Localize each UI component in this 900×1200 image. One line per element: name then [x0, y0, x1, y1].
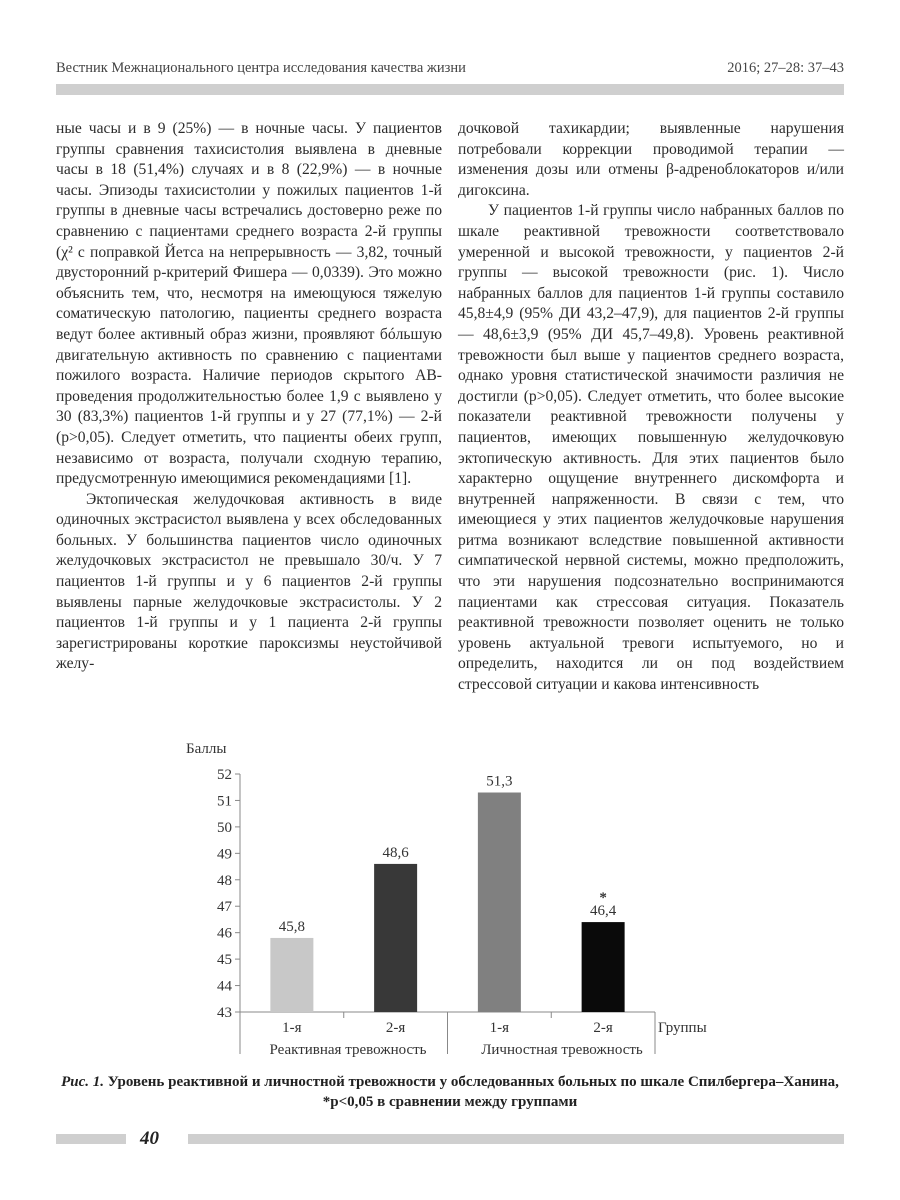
x-tick-label: 2-я — [593, 1020, 613, 1036]
group-label-reactive: Реактивная тревожность — [269, 1042, 427, 1058]
y-tick-label: 46 — [217, 925, 232, 942]
y-tick-label: 43 — [217, 1005, 232, 1021]
issue-info: 2016; 27–28: 37–43 — [727, 60, 844, 76]
x-axis-label: Группы — [658, 1020, 707, 1036]
y-tick-label: 47 — [217, 899, 232, 916]
bar — [582, 922, 625, 1012]
y-tick-label: 51 — [217, 793, 232, 810]
x-tick-label: 1-я — [489, 1020, 510, 1036]
footer-rule-left — [56, 1134, 126, 1144]
y-tick-label: 50 — [217, 819, 232, 836]
bar — [270, 938, 313, 1012]
right-paragraph-1: дочковой тахикардии; выявленные нарушения потребовали коррекции проводимой терапии — изменения дозы или отмены β-адреноблокаторов и/или дигоксина. — [458, 120, 844, 199]
figure-caption — [56, 1072, 844, 1112]
header-rule — [56, 84, 844, 95]
y-tick-label: 44 — [217, 978, 232, 995]
bar-data-label: 45,8 — [278, 918, 305, 935]
y-tick-label: 45 — [217, 952, 232, 969]
group-label-personal: Личностная тревожность — [481, 1042, 643, 1058]
x-tick-label: 2-я — [385, 1020, 406, 1036]
y-tick-label: 52 — [217, 767, 232, 783]
bar-data-label: 48,6 — [382, 844, 409, 861]
running-header — [56, 60, 844, 77]
anxiety-bar-chart — [0, 730, 900, 1065]
bar-data-label: 46,4 — [590, 903, 617, 920]
y-axis-label: Баллы — [186, 741, 227, 757]
bar-data-label: 51,3 — [486, 773, 513, 790]
bar — [374, 864, 417, 1012]
left-paragraph-2: Эктопическая желудочковая активность в виде одиночных экстрасистол выявлена у всех обследованных больных. У большинства пациентов число одиночных желудочковых экстрасистол не превышало 30/ч. У 7 пациентов 1-й группы и у 6 пациентов 2-й группы выявлены парные желудочковые экстрасистолы. У 2 пациентов 1-й группы и у 1 пациента 2-й группы зарегистрированы короткие пароксизмы неустойчивой желу- — [56, 490, 442, 673]
figure-caption-text: Уровень реактивной и личностной тревожности у обследованных больных по шкале Спилбергера–Ханина, *p<0,05 в сравнении между группами — [104, 1074, 839, 1110]
significance-mark: * — [599, 890, 607, 907]
left-column — [56, 119, 442, 675]
y-tick-label: 49 — [217, 846, 232, 863]
journal-title: Вестник Межнационального центра исследования качества жизни — [56, 60, 466, 76]
right-paragraph-2: У пациентов 1-й группы число набранных баллов по шкале реактивной тревожности соответствовало умеренной и высокой тревожности, у пациентов 2-й группы — высокой тревожности (рис. 1). Число набранных баллов для пациентов 1-й группы составило 45,8±4,9 (95% ДИ 43,2–47,9), для пациентов 2-й группы — 48,6±3,9 (95% ДИ 45,7–49,8). Уровень реактивной тревожности был выше у пациентов среднего возраста, однако уровня статистической значимости различия не достигли (p>0,05). Следует отметить, что более высокие показатели реактивной тревожности получены у пациентов, имеющих повышенную желудочковую эктопическую активность. Для этих пациентов было характерно ощущение внутреннего дискомфорта и внутренней напряженности. В связи с тем, что имеющиеся у этих пациентов желудочковые нарушения ритма возникают вследствие повышенной активности симпатической нервной системы, можно предположить, что эти нарушения подсознательно воспринимаются пациентами как стрессовая ситуация. Показатель реактивной тревожности позволяет оценить не только уровень актуальной тревоги испытуемого, но и определить, находится ли он под воздействием стрессовой ситуации и какова интенсивность — [458, 202, 844, 694]
bar — [478, 793, 521, 1012]
x-tick-label: 1-я — [282, 1020, 302, 1036]
figure-caption-label: Рис. 1. — [61, 1074, 105, 1090]
footer-rule-right — [188, 1134, 844, 1144]
right-column — [458, 119, 844, 696]
left-paragraph-1: ные часы и в 9 (25%) — в ночные часы. У пациентов группы сравнения тахисистолия выявлена в дневные часы в 18 (51,4%) случаях и в 8 (22,9%) — в ночные часы. Эпизоды тахисистолии у пожилых пациентов 1-й группы в дневные часы встречались достоверно реже по сравнению с пациентами среднего возраста 2-й группы (χ² с поправкой Йетса на непрерывность — 3,82, точный двусторонний p-критерий Фишера — 0,0339). Это можно объяснить тем, что, несмотря на имеющуюся тяжелую соматическую патологию, пациенты среднего возраста ведут более активный образ жизни, проявляют бóльшую двигательную активность по сравнению с пациентами пожилого возраста. Наличие периодов скрытого АВ-проведения продолжительностью более 1,9 с выявлено у 30 (83,3%) пациентов 1-й группы и у 27 (77,1%) — 2-й (p>0,05). Следует отметить, что пациенты обеих групп, независимо от возраста, получали сходную терапию, предусмотренную имеющимися рекомендациями [1]. — [56, 120, 442, 488]
page-number: 40 — [140, 1128, 159, 1149]
y-tick-label: 48 — [217, 872, 232, 889]
